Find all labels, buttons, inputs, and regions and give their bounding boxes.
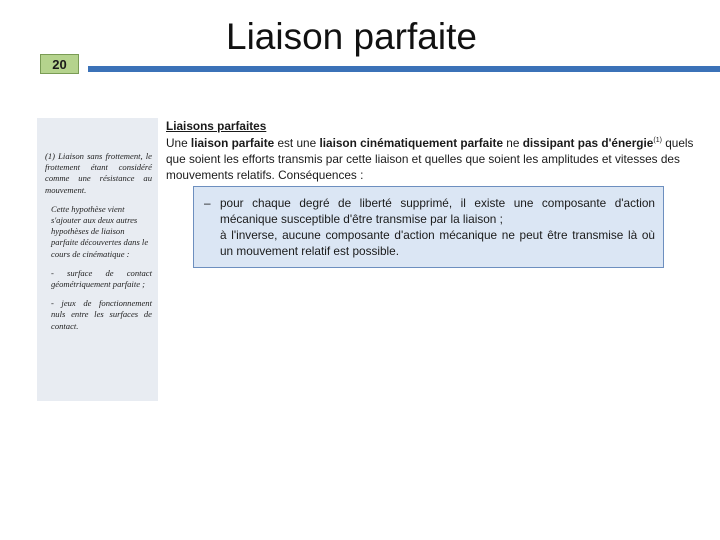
text-run: quels que soient les efforts transmis par cette liaison et quelles que soient les amplitudes et vitesses des mouvements relatifs. Conséquences :: [166, 136, 694, 182]
slide-number: 20: [40, 54, 79, 74]
consequence-text: à l'inverse, aucune composante d'action mécanique ne peut être transmise là où un mouvement relatif est possible.: [220, 228, 655, 258]
text-run: Une: [166, 136, 191, 150]
footnote-ref: (1): [653, 137, 662, 145]
text-run: est une: [274, 136, 320, 150]
margin-note-bullet-jeux: - jeux de fonctionnement nuls entre les surfaces de contact.: [51, 298, 152, 331]
margin-note-hypothesis: Cette hypothèse vient s'ajouter aux deux autres hypothèses de liaison parfaite découvertes dans le cours de cinématique :: [51, 203, 149, 259]
margin-note-bullet-surface: - surface de contact géométriquement parfaite ;: [51, 267, 152, 290]
main-text: [166, 118, 696, 183]
dash-bullet: [204, 227, 220, 259]
consequences-box: [193, 186, 664, 268]
text-run: ne: [503, 136, 523, 150]
bold-term: dissipant pas d'énergie: [522, 136, 654, 150]
margin-note-footnote: (1) Liaison sans frottement, le frottement étant considéré comme une résistance au mouvement.: [45, 151, 152, 195]
consequence-text: pour chaque degré de liberté supprimé, il existe une composante d'action mécanique susceptible d'être transmise par la liaison ;: [220, 196, 655, 226]
consequence-item: [204, 227, 655, 259]
consequence-item: [204, 195, 655, 227]
definition-paragraph: [166, 135, 696, 183]
title-underline-bar: [88, 66, 720, 72]
bold-term: liaison parfaite: [190, 136, 275, 150]
dash-bullet: –: [204, 196, 211, 210]
bold-term: liaison cinématiquement parfaite: [319, 136, 504, 150]
section-heading: Liaisons parfaites: [166, 119, 267, 133]
margin-note: [37, 118, 158, 401]
page-title: Liaison parfaite: [226, 16, 477, 57]
